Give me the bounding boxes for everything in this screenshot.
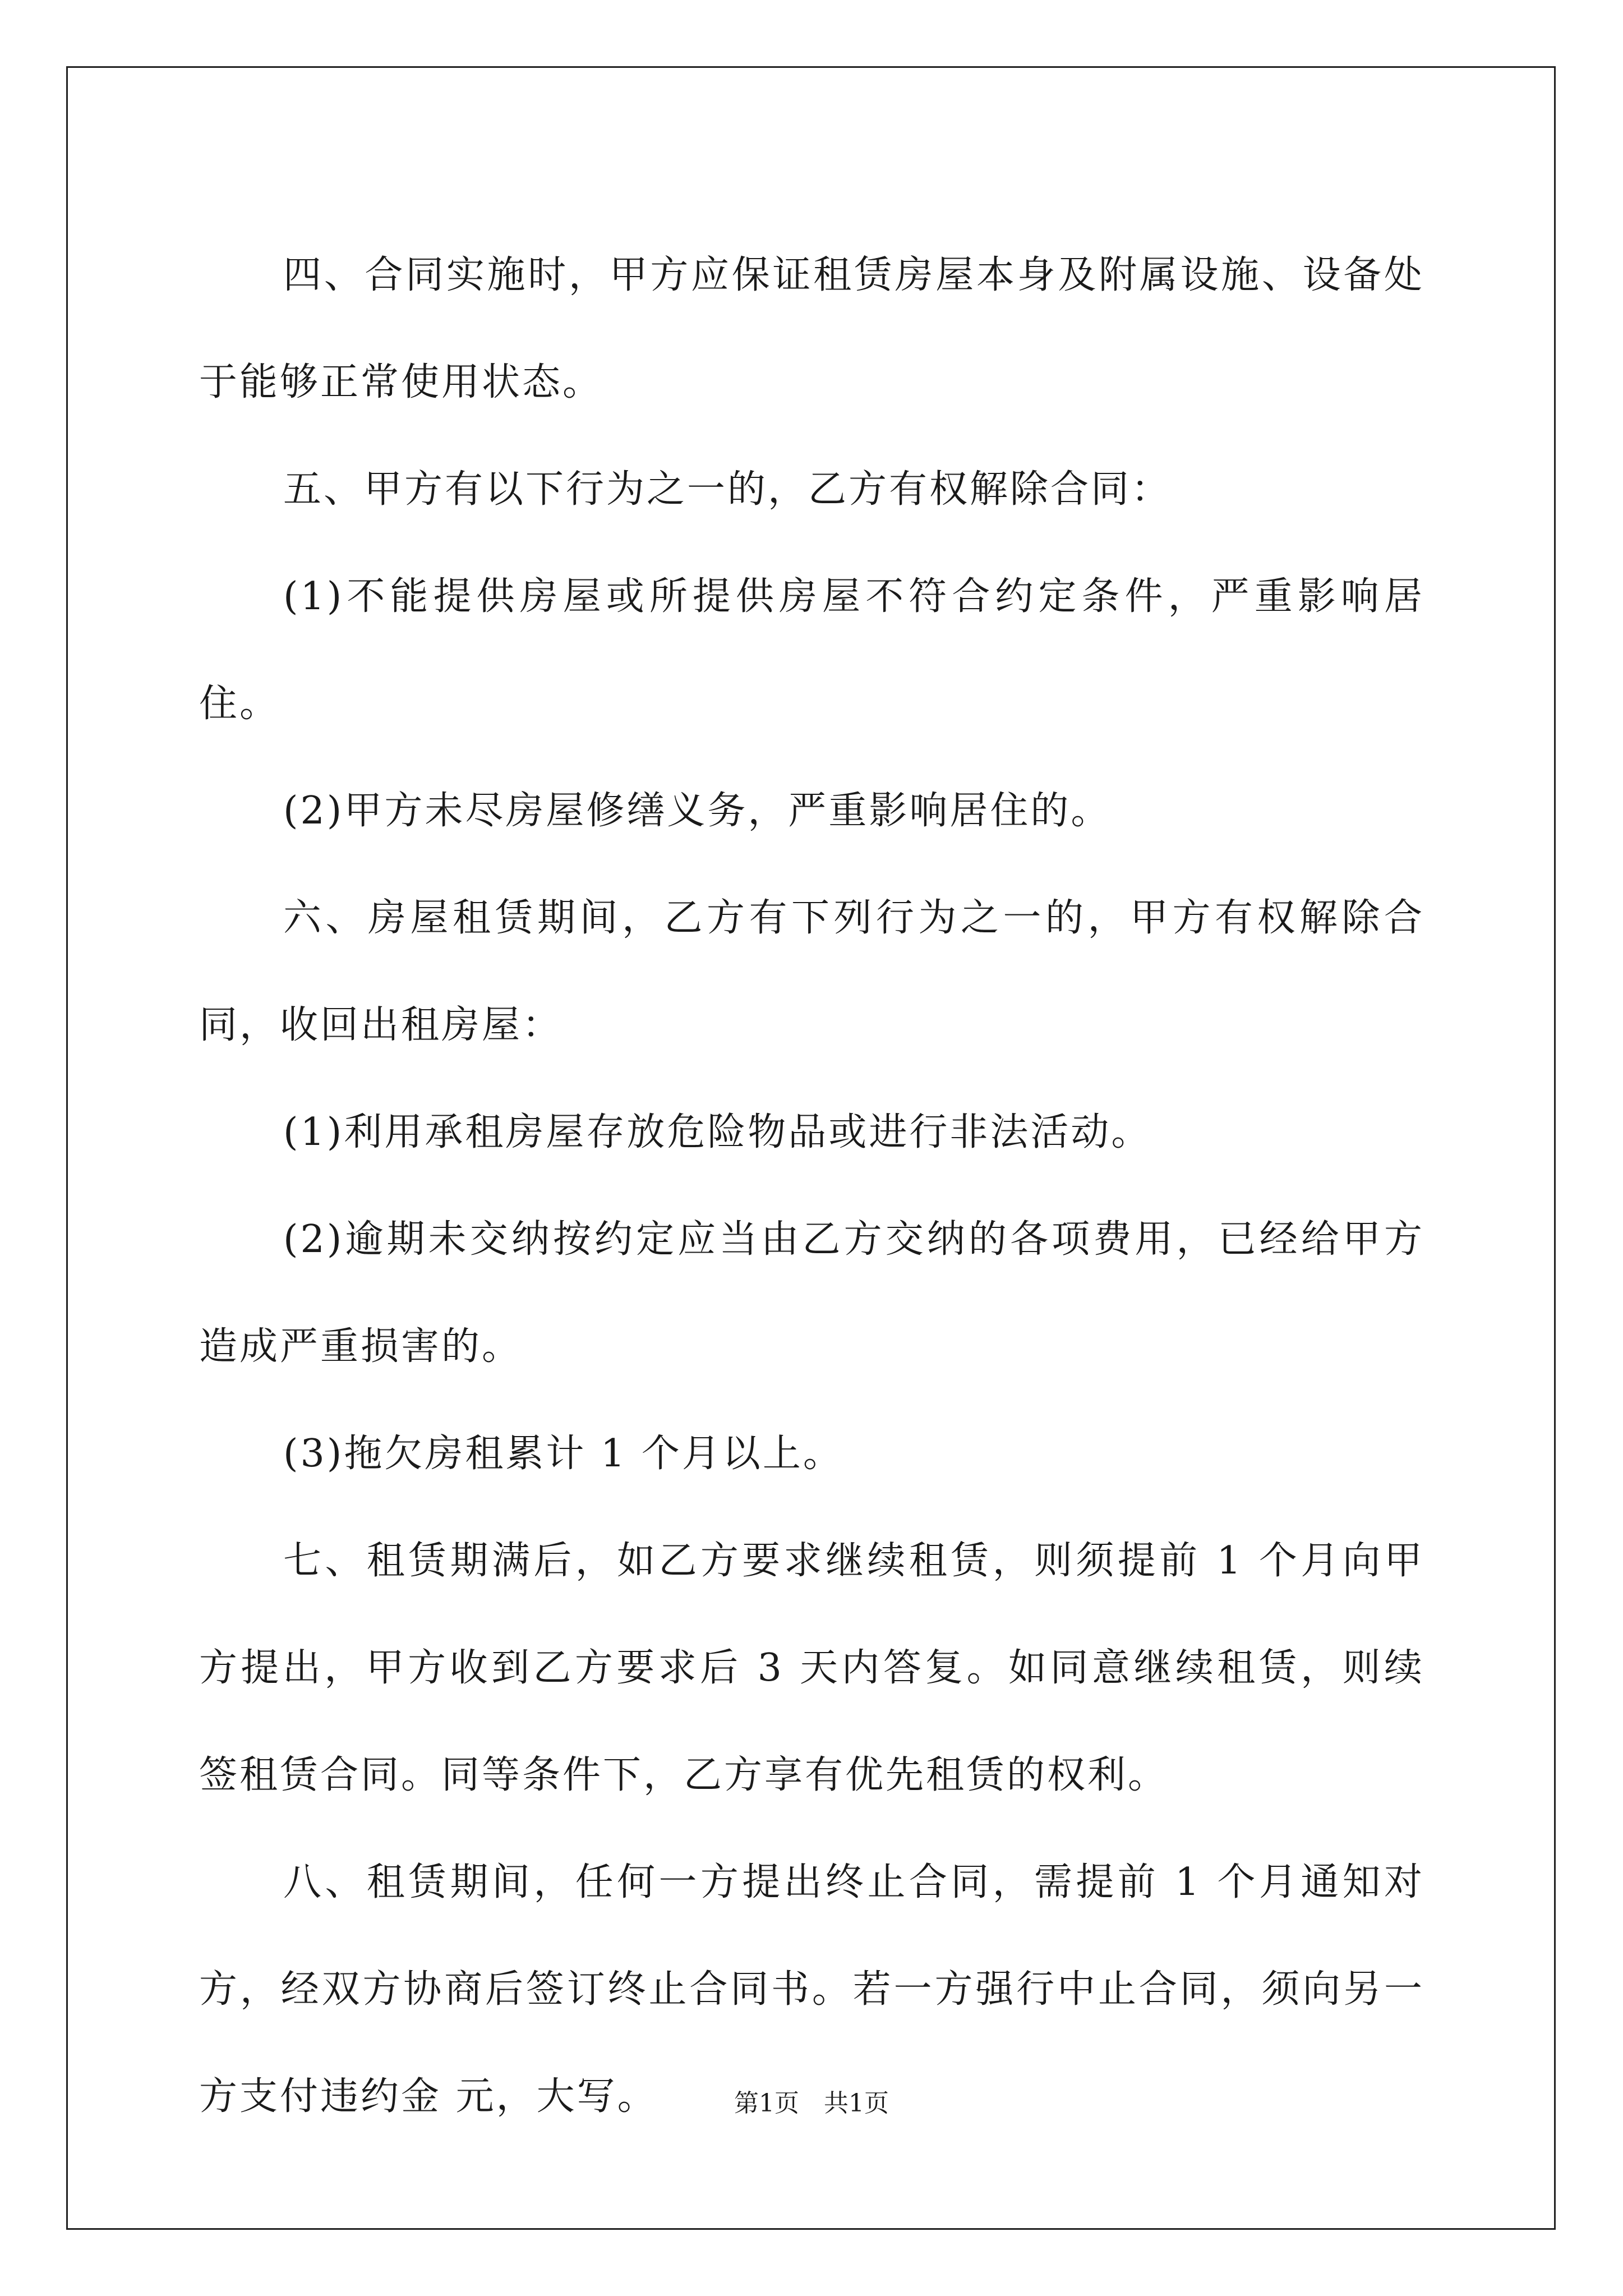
- paragraph-clause-5-item-2: (2)甲方未尽房屋修缮义务，严重影响居住的。: [283, 789, 1112, 833]
- paragraph-clause-5: 五、甲方有以下行为之一的，乙方有权解除合同：: [283, 467, 1172, 512]
- paragraph-clause-8: 八、租赁期间，任何一方提出终止合同，需提前 1 个月通知对方，经双方协商后签订终止合同书。若一方强行中止合同，须向另一方支付违约金 元，大写。: [199, 1860, 1424, 2119]
- paragraph-clause-7: 七、租赁期满后，如乙方要求继续租赁，则须提前 1 个月向甲方提出，甲方收到乙方要求后 3 天内答复。如同意继续租赁，则续签租赁合同。同等条件下，乙方享有优先租赁的权利。: [199, 1539, 1424, 1797]
- document-body: [199, 222, 1424, 2150]
- paragraph-clause-4: 四、合同实施时，甲方应保证租赁房屋本身及附属设施、设备处于能够正常使用状态。: [199, 253, 1424, 404]
- paragraph-clause-6-item-2: (2)逾期未交纳按约定应当由乙方交纳的各项费用，已经给甲方造成严重损害的。: [199, 1217, 1424, 1369]
- paragraph-clause-6-item-3: (3)拖欠房租累计 1 个月以上。: [283, 1432, 843, 1476]
- paragraph-clause-6: 六、房屋租赁期间，乙方有下列行为之一的，甲方有权解除合同，收回出租房屋：: [199, 896, 1424, 1047]
- paragraph-clause-5-item-1: (1)不能提供房屋或所提供房屋不符合约定条件，严重影响居住。: [199, 574, 1424, 726]
- page-number-footer: 第1页 共1页: [734, 2089, 889, 2118]
- paragraph-clause-6-item-1: (1)利用承租房屋存放危险物品或进行非法活动。: [283, 1110, 1152, 1154]
